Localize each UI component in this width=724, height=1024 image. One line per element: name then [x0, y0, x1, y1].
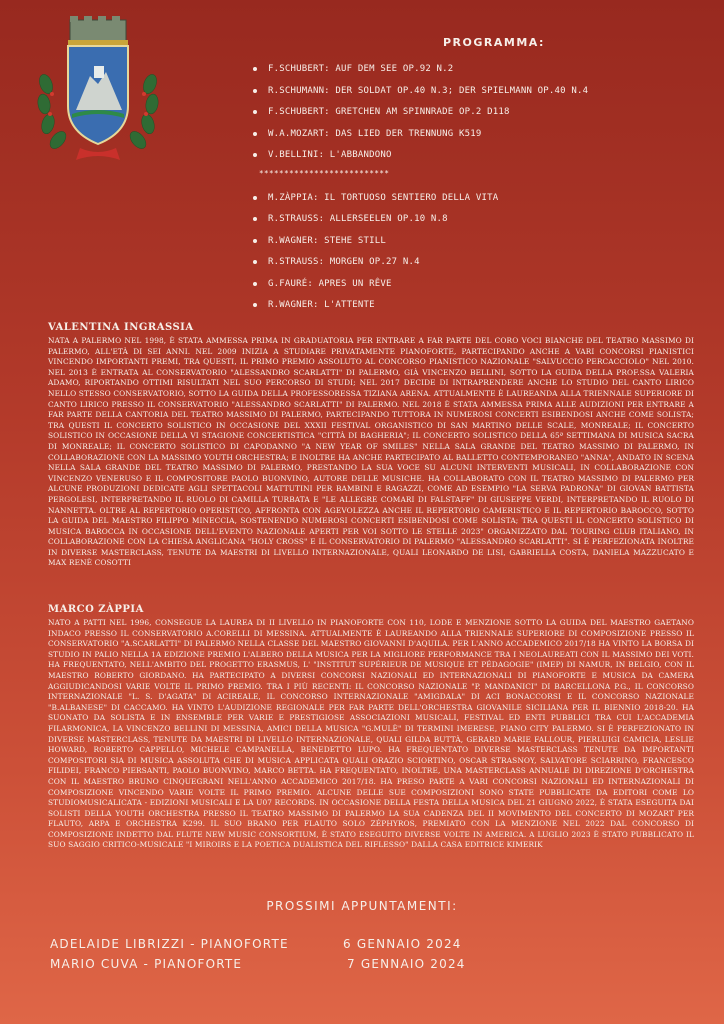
bullet-icon [253, 89, 257, 93]
bullet-icon [253, 196, 257, 200]
programme-list-part2 [250, 192, 710, 321]
programme-item: V.BELLINI: L'ABBANDONO [250, 149, 710, 171]
bullet-icon [253, 153, 257, 157]
appointments-title: PROSSIMI APPUNTAMENTI: [266, 899, 458, 913]
appointment-performer: MARIO CUVA - PIANOFORTE [50, 957, 243, 971]
biography-valentina-ingrassia [48, 322, 694, 569]
bio-name: VALENTINA INGRASSIA [48, 322, 194, 333]
bullet-icon [253, 132, 257, 136]
programme-item: R.WAGNER: STEHE STILL [250, 235, 710, 257]
programme-separator: ************************** [259, 168, 390, 178]
bio-name: MARCO ZÀPPIA [48, 604, 144, 615]
bullet-icon [253, 217, 257, 221]
bullet-icon [253, 303, 257, 307]
bullet-icon [253, 110, 257, 114]
programme-item: F.SCHUBERT: GRETCHEN AM SPINNRADE OP.2 D118 [250, 106, 710, 128]
programme-item: M.ZÀPPIA: IL TORTUOSO SENTIERO DELLA VITA [250, 192, 710, 214]
appointment-performer: ADELAIDE LIBRIZZI - PIANOFORTE [50, 937, 289, 951]
programme-item: R.STRAUSS: ALLERSEELEN OP.10 N.8 [250, 213, 710, 235]
coat-of-arms-icon [32, 14, 164, 164]
biography-marco-zappia [48, 604, 694, 851]
bio-text: NATA A PALERMO NEL 1998, È STATA AMMESSA PRIMA IN GRADUATORIA PER ENTRARE A FAR PARTE DEL CORO VOCI BIANCHE DEL TEATRO MASSIMO DI PALERMO, ALL'ETÀ DI SEI ANNI. NEL 2009 INIZIA A STUDIARE PRIVATAMENTE PIANOFORTE, PARTECIPANDO ANCHE A VARI CONCORSI PIANISTICI VINCENDO IMPORTANTI PREMI, TRA QUESTI, IL PRIMO PREMIO ASSOLUTO AL CONCORSO PIANISTICO NAZIONALE "SALVUCCIO PERCACCIOLO" NEL 2010. NEL 2013 È ENTRATA AL CONSERVATORIO "ALESSANDRO SCARLATTI" DI PALERMO, GIÀ VINCENZO BELLINI, SOTTO LA GUIDA DELLA PROF.SSA VALERIA ADAMO, RIPORTANDO OTTIMI RISULTATI NEL SUO PERCORSO DI STUDI; NEL 2017 DECIDE DI INTRAPRENDERE ANCHE LO STUDIO DEL CANTO LIRICO NELLO STESSO CONSERVATORIO, SOTTO LA GUIDA DELLA PROFESSORESSA TIZIANA ARENA. ATTUALMENTE È LAUREANDA ALLA TRIENNALE SUPERIORE DI CANTO LIRICO PRESSO IL CONSERVATORIO "ALESSANDRO SCARLATTI" DI PALERMO. NEL 2018 È STATA AMMESSA PRIMA ALLE AUDIZIONI PER ENTRARE A FAR PARTE DELLA CANTORIA DEL TEATRO MASSIMO DI PALERMO, PARTECIPANDO TUTTORA IN NUMEROSI CONCERTI ESIBENDOSI ANCHE COME SOLISTA; TRA QUESTI IL CONCERTO SOLISTICO IN OCCASIONE DEL XXXII FESTIVAL ORGANISTICO DI SAN MARTINO DELLE SCALE, MONREALE; IL CONCERTO SOLISTICO IN OCCASIONE DELLA VI STAGIONE CONCERTISTICA "CITTÀ DI BAGHERIA"; IL CONCERTO SOLISTICO DELLA 65ª SETTIMANA DI MUSICA SACRA DI MONREALE; IL CONCERTO SOLISTICO DI CAPODANNO "A NEW YEAR OF SMILES" NELLA SALA GRANDE DEL TEATRO MASSIMO DI PALERMO, IN COLLABORAZIONE CON LA MASSIMO YOUTH ORCHESTRA; E INOLTRE HA ANCHE PARTECIPATO AL BALLETTO CONTEMPORANEO "ANNA", ANDATO IN SCENA NELLA SALA GRANDE DEL TEATRO MASSIMO DI PALERMO, PRESTANDO LA SUA VOCE SU ALCUNI INTERVENTI MUSICALI, IN COLLABORAZIONE CON VINCENZO VENERUSO E IL COMPOSITORE PAOLO BUONVINO, AUTORE DELLE MUSICHE. HA COLLABORATO CON IL TEATRO MASSIMO DI PALERMO PER ALCUNE PRODUZIONI DEDICATE AGLI SPETTACOLI MATTUTINI PER BAMBINI E RAGAZZI, COME AD ESEMPIO "LA SERVA PADRONA" DI GIOVAN BATTISTA PERGOLESI, INTERPRETANDO IL RUOLO DI CAMILLA TURBATA E "LE ALLEGRE COMARI DI FALSTAFF" DI GIUSEPPE VERDI, INTERPRETANDO IL RUOLO DI NANNETTA. OLTRE AL REPERTORIO OPERISTICO, AFFRONTA CON AGEVOLEZZA ANCHE IL REPERTORIO CAMERISTICO E IL REPERTORIO BAROCCO, SOTTO LA GUIDA DEL MAESTRO FILIPPO MINECCIA, SOSTENENDO NUMEROSI CONCERTI ESIBENDOSI COME SOLISTA; TRA QUESTI IL CONCERTO SOLISTICO DI MUSICA BAROCCA IN OCCASIONE DELL'EVENTO NAZIONALE APERTI PER VOI SOTTO LE STELLE 2023" ORGANIZZATO DAL TOURING CLUB ITALIANO, IN COLLABORAZIONE CON LA CHIESA ANGLICANA "HOLY CROSS" E IL CONSERVATORIO DI PALERMO "ALESSANDRO SCARLATTI". SI È PERFEZIONATA INOLTRE IN DIVERSE MASTERCLASS, TENUTE DA MAESTRI DI LIVELLO INTERNAZIONALE, QUALI LEONARDO DE LISI, GABRIELLA COSTA, DANIELA MAZZUCATO E MAX RENÈ COSOTTI [48, 336, 694, 568]
appointment-date: 7 GENNAIO 2024 [347, 957, 466, 971]
appointment-date: 6 GENNAIO 2024 [343, 937, 462, 951]
bullet-icon [253, 260, 257, 264]
programme-item: G.FAURÉ: APRES UN RÊVE [250, 278, 710, 300]
programme-item: W.A.MOZART: DAS LIED DER TRENNUNG K519 [250, 128, 710, 150]
programme-section [250, 36, 710, 321]
programme-item: R.WAGNER: L'ATTENTE [250, 299, 710, 321]
appointment-row [50, 937, 670, 957]
programme-item: F.SCHUBERT: AUF DEM SEE OP.92 N.2 [250, 63, 710, 85]
programme-list-part1 [250, 63, 710, 171]
programme-item: R.STRAUSS: MORGEN OP.27 N.4 [250, 256, 710, 278]
programme-item: R.SCHUMANN: DER SOLDAT OP.40 N.3; DER SPIELMANN OP.40 N.4 [250, 85, 710, 107]
bullet-icon [253, 239, 257, 243]
programme-title: PROGRAMMA: [443, 36, 545, 49]
bullet-icon [253, 282, 257, 286]
bio-text: NATO A PATTI NEL 1996, CONSEGUE LA LAUREA DI II LIVELLO IN PIANOFORTE CON 110, LODE E MENZIONE SOTTO LA GUIDA DEL MAESTRO GAETANO INDACO PRESSO IL CONSERVATORIO A.CORELLI DI MESSINA. ATTUALMENTE È LAUREANDO ALLA TRIENNALE SUPERIORE DI COMPOSIZIONE PRESSO IL CONSERVATORIO "A.SCARLATTI" DI PALERMO NELLA CLASSE DEL MAESTRO GIOVANNI D'AQUILA. PER L'ANNO ACCADEMICO 2017/18 HA VINTO LA BORSA DI STUDIO IN PALIO NELLA 1A EDIZIONE PREMIO L'ALBERO DELLA MUSICA PER LA MIGLIORE PERFORMANCE TRA I NEOLAUREATI CON IL MASSIMO DEI VOTI. HA FREQUENTATO, NELL'AMBITO DEL PROGETTO ERASMUS, L' "INSTITUT SUPÉRIEUR DE MUSIQUE ET PÉDAGOGIE" (IMEP) DI NAMUR, IN BELGIO, CON IL MAESTRO ROBERTO GIORDANO. HA PARTECIPATO A DIVERSI CONCORSI NAZIONALI ED INTERNAZIONALI DI PIANOFORTE E MUSICA DA CAMERA AGGIUDICANDOSI VARIE VOLTE IL PRIMO PREMIO. TRA I PIÙ RECENTI: IL CONCORSO NAZIONALE "P. MANDANICI" DI BARCELLONA P.G., IL CONCORSO INTERNAZIONALE "L. S. D'AGATA" DI ACIREALE, IL CONCORSO INTERNAZIONALE "AMIGDALA" DI ACI BONACCORSI E IL CONCORSO NAZIONALE "B.ALBANESE" DI CACCAMO. HA VINTO L'AUDIZIONE REGIONALE PER FAR PARTE DELL'ORCHESTRA GIOVANILE SICILIANA PER IL BIENNIO 2018-20. HA SUONATO DA SOLISTA E IN ENSEMBLE PER VARIE E PRESTIGIOSE ASSOCIAZIONI MUSICALI, FESTIVAL ED ENTI PUBBLICI TRA CUI L'ACCADEMIA FILARMONICA, LA VINCENZO BELLINI DI MESSINA, AMICI DELLA MUSICA "G.MULÈ" DI TERMINI IMERESE, PIANO CITY PALERMO. SI È PERFEZIONATO IN DIVERSE MASTERCLASS, TENUTE DA MAESTRI DI LIVELLO INTERNAZIONALE, QUALI GILDA BUTTÀ, GERARD MARIE FALLOUR, PIERLUIGI CAMICIA, LESLIE HOWARD, ROBERTO CAPPELLO, MICHELE CAMPANELLA, BENEDETTO LUPO. HA FREQUENTATO DIVERSE MASTERCLASS TENUTE DA IMPORTANTI COMPOSITORI SIA DI MUSICA ASSOLUTA CHE DI MUSICA APPLICATA QUALI ORAZIO SCIORTINO, OSCAR STRASNOY, SALVATORE SCIARRINO, FRANCESCO FILIDEI, FRANCO PIERSANTI, PAOLO BUONVINO, MARCO BETTA. HA FREQUENTATO, INOLTRE, UNA MASTERCLASS ANNUALE DI DIREZIONE D'ORCHESTRA CON IL MAESTRO BRUNO CINQUEGRANI NELL'ANNO ACCADEMICO 2017/18. HA PRESO PARTE A VARI CONCORSI NAZIONALI ED INTERNAZIONALI DI COMPOSIZIONE VINCENDO VARIE VOLTE IL PRIMO PREMIO. ALCUNE DELLE SUE COMPOSIZIONI SONO STATE PUBBLICATE DA EDITORI COME LO STUDIOMUSICALICATA - EDIZIONI MUSICALI E LA U07 RECORDS. IN OCCASIONE DELLA FESTA DELLA MUSICA DEL 21 GIUGNO 2022, È STATA ESEGUITA DAI SOLISTI DELLA YOUTH ORCHESTRA PRESSO IL TEATRO MASSIMO DI PALERMO LA SUA CADENZA DEL II MOVIMENTO DEL CONCERTO DI MOZART PER FLAUTO, ARPA E ORCHESTRA K299. IL SUO BRANO PER FLAUTO SOLO ZÉPHYROS, PREMIATO CON LA MENZIONE NEL 2022 DAL CONCORSO DI COMPOSIZIONE INDETTO DAL FLUTE NEW MUSIC CONSORTIUM, È STATO ESEGUITO DIVERSE VOLTE IN AMERICA. A LUGLIO 2023 È STATO PUBBLICATO IL SUO SAGGIO CRITICO-MUSICALE "I MIROIRS E LA POETICA DUALISTICA DEL RIFLESSO" DALLA CASA EDITRICE KIMERIK [48, 618, 694, 850]
bullet-icon [253, 67, 257, 71]
appointment-row [50, 957, 670, 977]
